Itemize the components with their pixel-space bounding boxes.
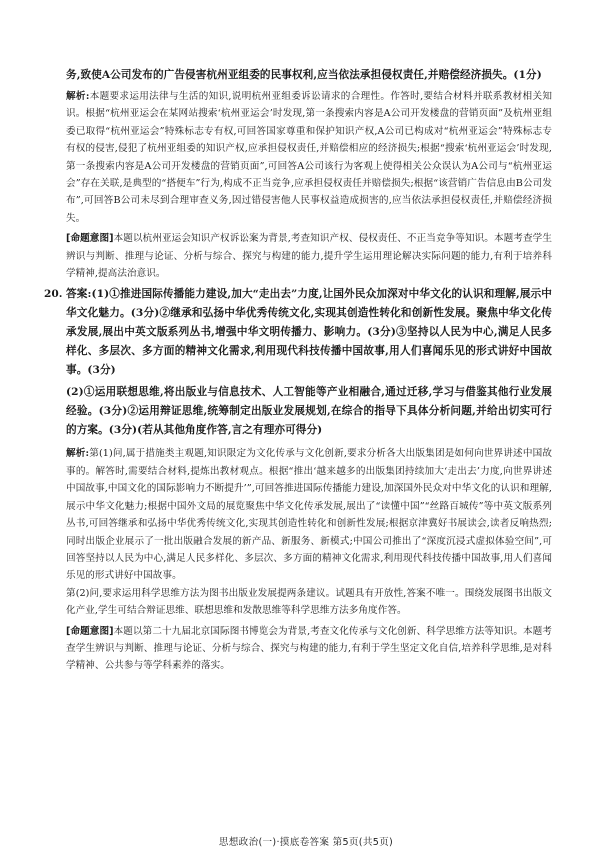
q20-analysis-2-text: 第(2)问,要求运用科学思维方法为图书出版业发展提两条建议。试题具有开放性,答案不唯一。围绕发展图书出版文化产业,学生可结合辩证思维、联想思维和发散思维等科学思维方法多角度作答。 (66, 587, 552, 617)
q19-intent-text: 本题以杭州亚运会知识产权诉讼案为背景,考查知识产权、侵权责任、不正当竞争等知识。本题考查学生辨识与判断、推理与论证、分析与综合、探究与构建的能力,提升学生运用理论解决实际问题的能力,有利于培养科学精神,提高法治意识。 (66, 233, 552, 280)
q20-block (44, 285, 553, 674)
q19-analysis-text: 本题要求运用法律与生活的知识,说明杭州亚组委诉讼请求的合理性。作答时,要结合材料并联系教材相关知识。根据“杭州亚运会在某网站搜索‘杭州亚运会’时发现,第一条搜索内容是A公司开发楼盘的营销页面”及杭州亚组委已取得“杭州亚运会”特殊标志专有权,可回答国家尊重和保护知识产权,A公司已构成对“杭州亚运会”特殊标志专有权的侵害,侵犯了杭州亚组委的知识产权,应承担侵权责任,并赔偿相应的经济损失;根据“搜索‘杭州亚运会’时发现,第一条搜索内容是A公司开发楼盘的营销页面”,可回答A公司该行为客观上使得相关公众误认为A公司与“杭州亚运会”存在关联,是典型的“搭便车”行为,构成不正当竞争,应承担侵权责任并赔偿损失;根据“该营销广告信息由B公司发布”,可回答B公司未尽到合理审查义务,因过错侵害他人民事权益造成损害的,应当依法承担侵权责任,并赔偿经济损失。 (66, 91, 552, 224)
q20-analysis-1-text: 第(1)问,属于措施类主观题,知识限定为文化传承与文化创新,要求分析各大出版集团是如何向世界讲述中国故事的。解答时,需要结合材料,提炼出教材观点。根据“推出‘越来越多的出版集团持续加大‘走出去’力度,向世界讲述中国故事,中国文化的国际影响力不断提升’”,可回答推进国际传播能力建设,加深国外民众对中华文化的认识和理解,展示中华文化魅力;根据中国外文局的展览聚焦中华文化传承发展,展出了“读懂中国”“丝路百城传”等中英文版系列丛书,可回答继承和弘扬中华优秀传统文化,实现其创造性转化和创新性发展;根据京津冀好书展读会,读者反响热烈;同时出版企业展示了一批出版融合发展的新产品、新服务、新模式;中国公司推出了“深度沉浸式虚拟体验空间”,可回答坚持以人民为中心,满足人民多样化、多层次、多方面的精神文化需求,利用现代科技传播中国故事,用人们喜闻乐见的形式讲好中国故事。 (66, 448, 552, 582)
q20-intent (66, 623, 552, 675)
q20-intent-text: 本题以第二十九届北京国际图书博览会为背景,考查文化传承与文化创新、科学思维方法等知识。本题考查学生辨识与判断、推理与论证、分析与综合、探究与构建的能力,有利于学生坚定文化自信,培养科学思维,是对科学精神、公共参与等学科素养的落实。 (66, 625, 552, 672)
q20-analysis-1 (66, 445, 552, 584)
q19-analysis (66, 88, 552, 227)
answer-page (44, 66, 553, 675)
q20-number: 20. (44, 288, 63, 301)
q20-answer-2-text: (2)①运用联想思维,将出版业与信息技术、人工智能等产业相融合,通过迁移,学习与借鉴其他行业发展经验。(3分)②运用辩证思维,统筹制定出版业发展规划,在综合的指导下具体分析问题,并给出切实可行的方案。(3分)(若从其他角度作答,言之有理亦可得分) (66, 386, 552, 437)
q20-answer-2 (66, 383, 552, 440)
page-footer-text: 思想政治(一)·摸底卷答案 第5页(共5页) (218, 837, 394, 848)
q20-analysis-label: 解析: (66, 448, 90, 460)
q20-answer-label: 答案: (66, 288, 92, 301)
q20-intent-label: [命题意图] (66, 625, 114, 637)
q19-intent-label: [命题意图] (66, 233, 114, 245)
q19-intent (66, 230, 552, 282)
q20-analysis-2 (66, 585, 552, 620)
q20-answer-1-text: (1)①推进国际传播能力建设,加大“走出去”力度,让国外民众加深对中华文化的认识和理解,展示中华文化魅力。(3分)②继承和弘扬中华优秀传统文化,实现其创造性转化和创新性发展。聚焦中华文化传承发展,展出中英文版系列丛书,增强中华文明传播力、影响力。(3分)③坚持以人民为中心,满足人民多样化、多层次、多方面的精神文化需求,利用现代科技传播中国故事,用人们喜闻乐见的形式讲好中国故事。(3分) (66, 288, 553, 377)
q19-analysis-label: 解析: (66, 91, 90, 102)
q19-answer-tail-text: 务,致使A公司发布的广告侵害杭州亚组委的民事权利,应当依法承担侵权责任,并赔偿经济损失。(1分) (66, 69, 542, 81)
q20-answer-1 (66, 285, 552, 380)
page-footer (0, 834, 612, 848)
q19-answer-tail (66, 66, 552, 85)
